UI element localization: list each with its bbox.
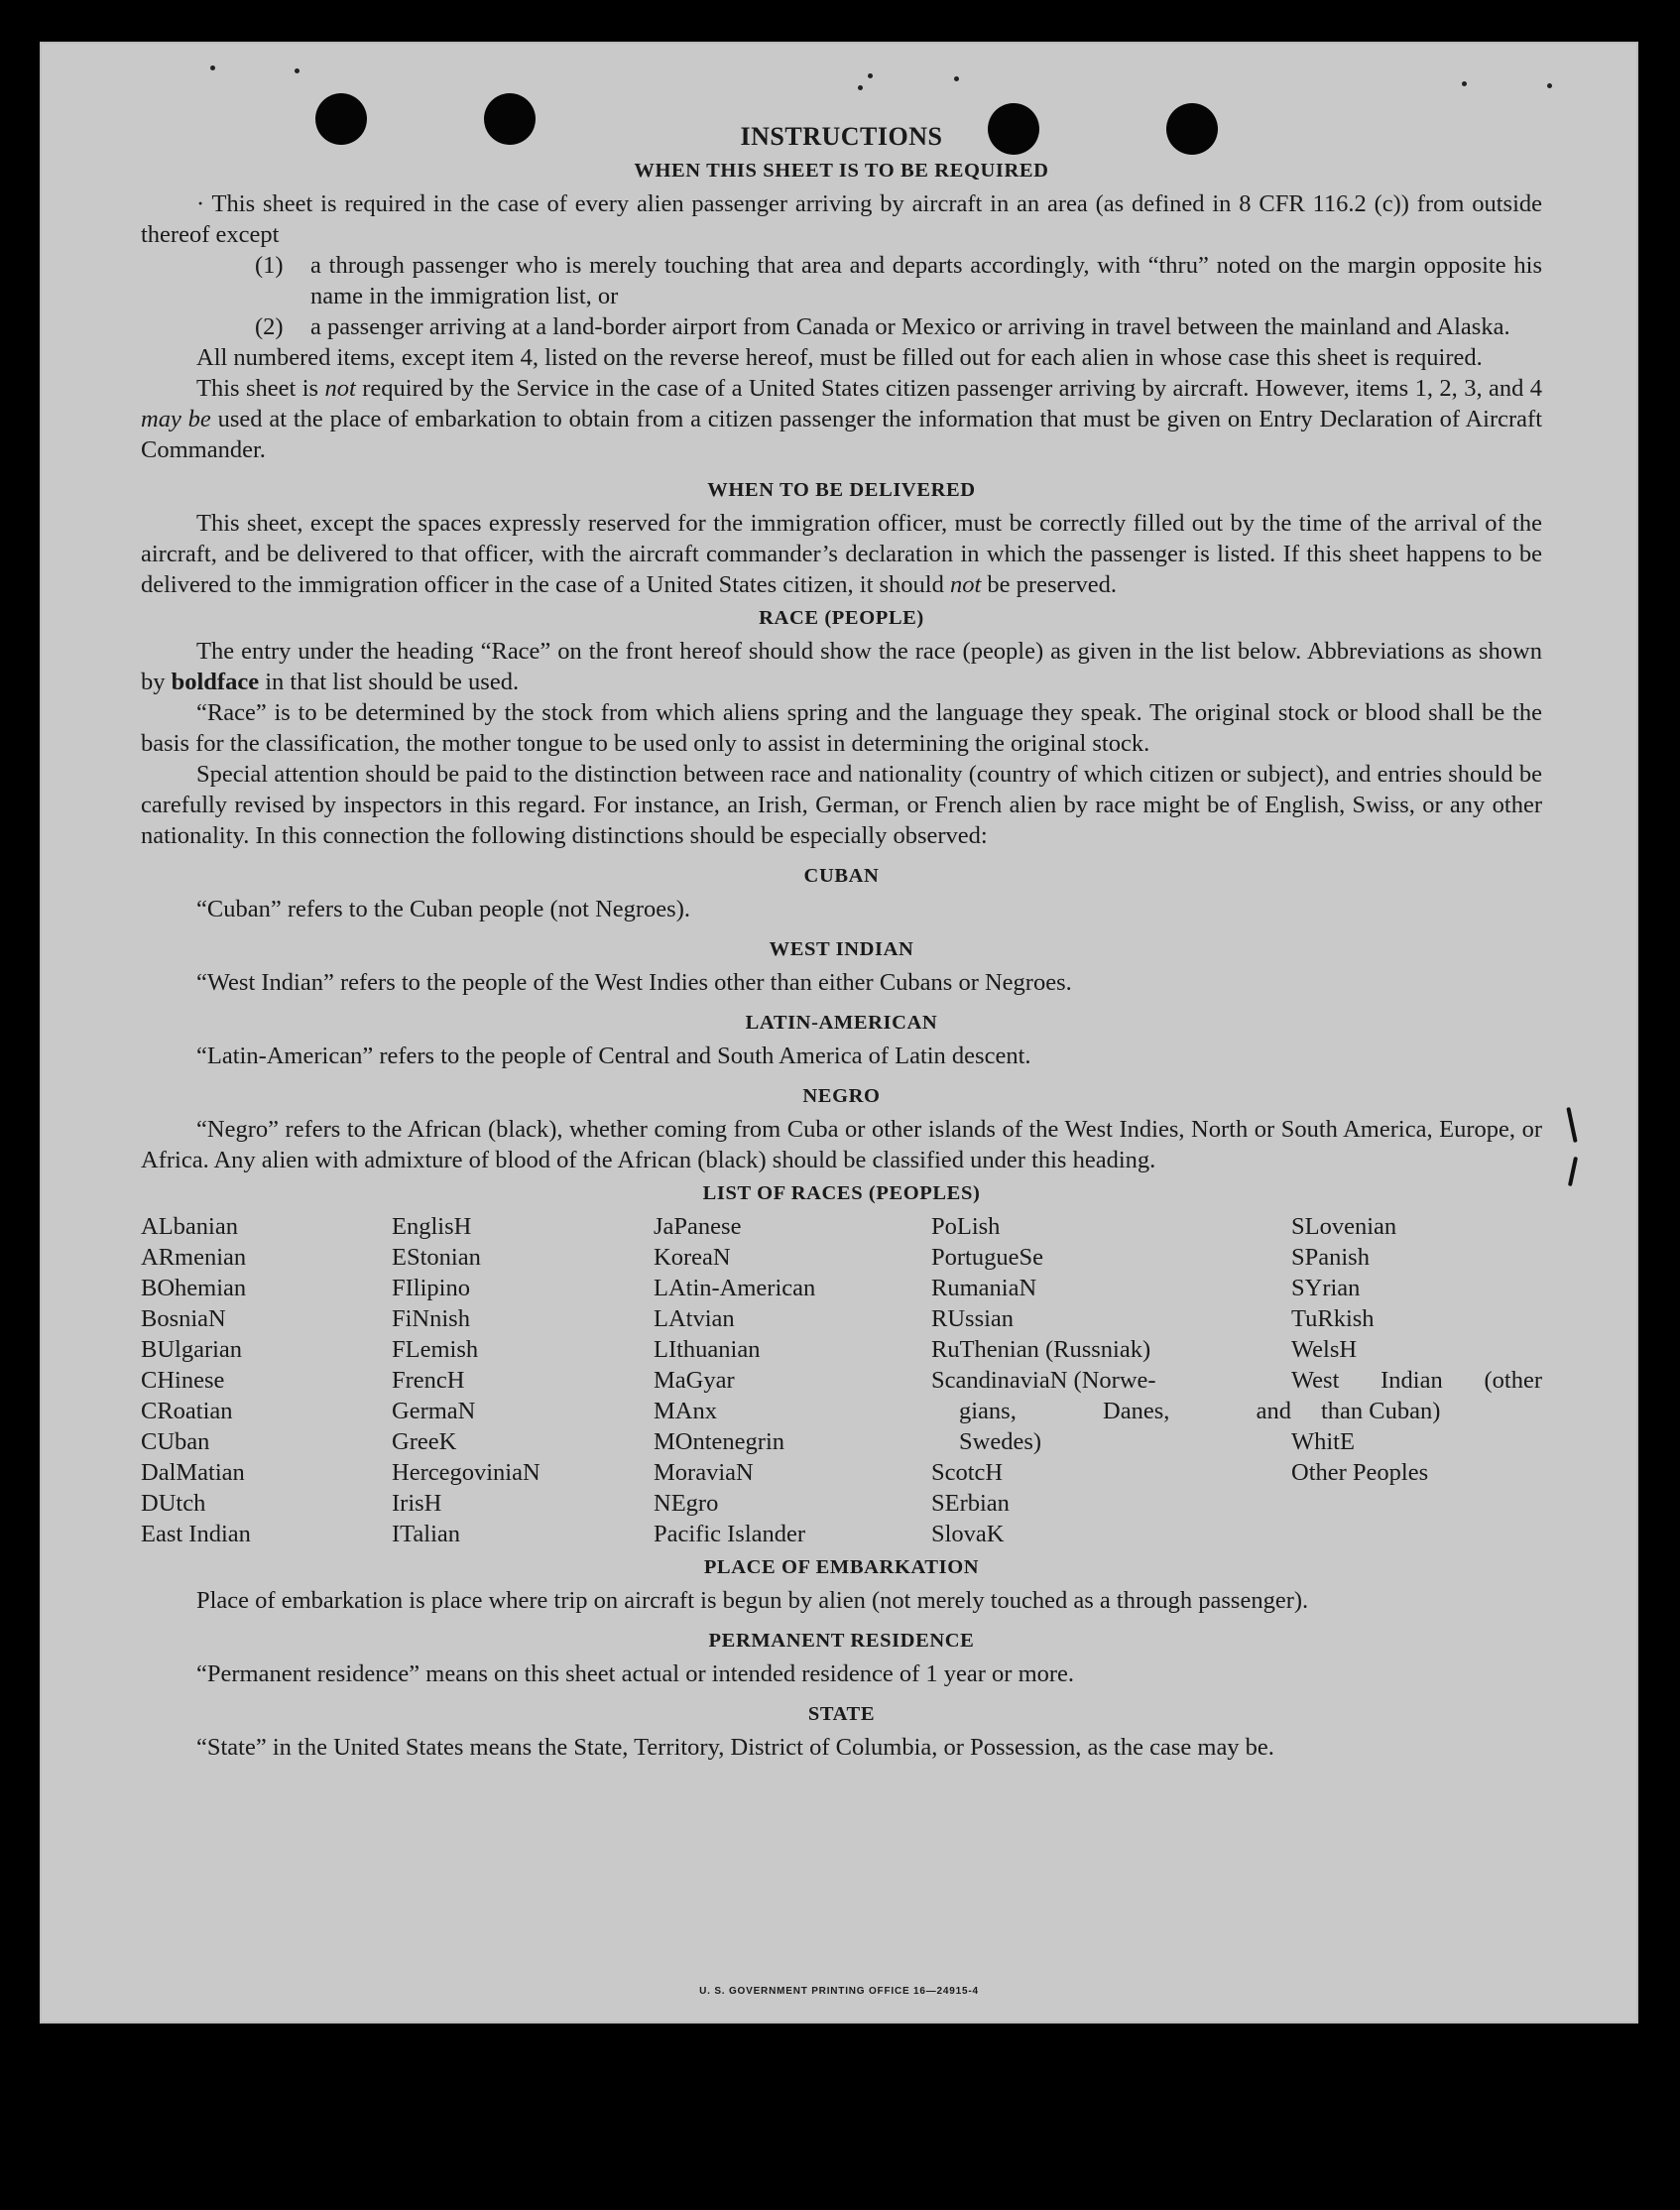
race-column <box>654 1211 931 1549</box>
item-number: (1) <box>255 252 284 279</box>
race-entry: East Indian <box>141 1521 251 1547</box>
section-heading-when-delivered: WHEN TO BE DELIVERED <box>707 479 976 501</box>
item-text: a through passenger who is merely touching that area and departs accordingly, with “thru” noted on the margin opposite his name in the immigration list, or <box>310 252 1542 309</box>
ink-speck <box>1547 83 1552 88</box>
race-paragraph: “Race” is to be determined by the stock from which aliens spring and the language they speak. The original stock or blood shall be the basis for the classification, the mother tongue to be used only to assist in determining the original stock. <box>141 699 1542 757</box>
race-entry: SPanish <box>1291 1244 1370 1271</box>
race-entry: WhitE <box>1291 1428 1355 1455</box>
race-entry: MAnx <box>654 1398 717 1424</box>
race-entry: ALbanian <box>141 1213 238 1240</box>
margin-mark <box>1568 1157 1578 1186</box>
race-entry: EnglisH <box>392 1213 472 1240</box>
race-entry: FiNnish <box>392 1305 470 1332</box>
race-column <box>1291 1211 1542 1549</box>
race-entry: SlovaK <box>931 1521 1005 1547</box>
race-entry: GreeK <box>392 1428 457 1455</box>
race-entry: WelsH <box>1291 1336 1358 1363</box>
section-heading-west-indian: WEST INDIAN <box>769 938 914 960</box>
ink-speck <box>210 65 215 70</box>
race-entry: RumaniaN <box>931 1275 1037 1301</box>
bold-term: boldface <box>171 669 260 695</box>
emphasis: not <box>324 375 356 402</box>
race-entry: BosniaN <box>141 1305 226 1332</box>
race-list <box>141 1211 1542 1549</box>
margin-mark <box>1566 1107 1577 1143</box>
race-entry: MoraviaN <box>654 1459 754 1486</box>
ink-speck <box>1462 81 1467 86</box>
section-heading-list-of-races: LIST OF RACES (PEOPLES) <box>702 1182 981 1204</box>
section-heading-state: STATE <box>807 1703 876 1725</box>
text-run: This sheet, except the spaces expressly reserved for the immigration officer, must be correctly filled out by the time of the arrival of the aircraft, and be delivered to that officer, with the aircraft commander’s declaration in which the passenger is listed. If this sheet happens to be delivered to the immigration officer in the case of a United States citizen, it should <box>141 510 1542 598</box>
section-heading-cuban: CUBAN <box>803 865 880 887</box>
ink-speck <box>858 85 863 90</box>
item-number: (2) <box>255 313 284 340</box>
race-entry: SYrian <box>1291 1275 1361 1301</box>
section-heading-residence: PERMANENT RESIDENCE <box>708 1630 975 1652</box>
race-column <box>931 1211 1291 1549</box>
exception-item <box>255 311 1542 342</box>
printer-imprint: U. S. GOVERNMENT PRINTING OFFICE 16—24915-4 <box>699 1986 979 1997</box>
race-entry: PoLish <box>931 1213 1001 1240</box>
section-heading-negro: NEGRO <box>802 1085 881 1107</box>
race-entry: NEgro <box>654 1490 719 1517</box>
text-run: The entry under the heading “Race” on the front hereof should show the race (people) as given in the list below. Abbreviations as shown by <box>141 638 1542 695</box>
emphasis: may be <box>141 406 211 432</box>
text-run: used at the place of embarkation to obtain from a citizen passenger the information that must be given on Entry Declaration of Aircraft Commander. <box>141 406 1542 463</box>
race-entry: CUban <box>141 1428 210 1455</box>
embarkation-definition: Place of embarkation is place where trip on aircraft is begun by alien (not merely touched as a through passenger). <box>196 1587 1309 1614</box>
word: and <box>1256 1398 1291 1424</box>
race-entry: TuRkish <box>1291 1305 1375 1332</box>
text-run: in that list should be used. <box>265 669 520 695</box>
race-entry: CHinese <box>141 1367 225 1394</box>
emphasis: not <box>949 571 982 598</box>
text-run: required by the Service in the case of a United States citizen passenger arriving by aircraft. However, items 1, 2, 3, and 4 <box>362 375 1543 402</box>
word: Danes, <box>1103 1398 1170 1424</box>
negro-definition: “Negro” refers to the African (black), whether coming from Cuba or other islands of the West Indies, North or South America, Europe, or Africa. Any alien with admixture of blood of the African (black) should be classified under this heading. <box>141 1116 1542 1173</box>
race-entry: DalMatian <box>141 1459 245 1486</box>
section-heading-latin-american: LATIN-AMERICAN <box>745 1012 938 1034</box>
delivery-paragraph <box>141 508 1542 600</box>
page-title: INSTRUCTIONS <box>740 122 943 151</box>
race-paragraph <box>141 636 1542 697</box>
latin-american-definition: “Latin-American” refers to the people of Central and South America of Latin descent. <box>196 1043 1031 1069</box>
race-entry: LAtin-American <box>654 1275 816 1301</box>
race-entry: LIthuanian <box>654 1336 761 1363</box>
text-run: This sheet is <box>196 375 319 402</box>
race-entry: MOntenegrin <box>654 1428 784 1455</box>
instructions-body <box>141 121 1542 1763</box>
race-entry: MaGyar <box>654 1367 735 1394</box>
race-entry: KoreaN <box>654 1244 731 1271</box>
state-definition: “State” in the United States means the State, Territory, District of Columbia, or Possession, as the case may be. <box>196 1734 1274 1761</box>
race-column <box>392 1211 654 1549</box>
race-entry <box>1291 1365 1542 1396</box>
race-entry: ARmenian <box>141 1244 247 1271</box>
section-heading-embarkation: PLACE OF EMBARKATION <box>703 1556 980 1578</box>
race-column <box>141 1211 392 1549</box>
race-entry: RUssian <box>931 1305 1015 1332</box>
section-heading-when-required: WHEN THIS SHEET IS TO BE REQUIRED <box>634 160 1049 182</box>
race-entry: GermaN <box>392 1398 476 1424</box>
race-entry: SLovenian <box>1291 1213 1397 1240</box>
race-entry: Pacific Islander <box>654 1521 806 1547</box>
ink-speck <box>868 73 873 78</box>
ink-speck <box>295 68 300 73</box>
race-entry: Other Peoples <box>1291 1459 1429 1486</box>
race-entry: ScotcH <box>931 1459 1004 1486</box>
document-sheet <box>40 42 1638 2024</box>
word: (other <box>1484 1367 1542 1394</box>
race-entry: SErbian <box>931 1490 1010 1517</box>
race-entry: PortugueSe <box>931 1244 1043 1271</box>
race-paragraph: Special attention should be paid to the distinction between race and nationality (country of which citizen or subject), and entries should be carefully revised by inspectors in this regard. For instance, an Irish, German, or French alien by race might be of English, Swiss, or any other nationality. In this connection the following distinctions should be especially observed: <box>141 761 1542 849</box>
race-entry: LAtvian <box>654 1305 735 1332</box>
west-indian-definition: “West Indian” refers to the people of the West Indies other than either Cubans or Negroes. <box>196 969 1072 996</box>
section-heading-race: RACE (PEOPLE) <box>759 607 924 629</box>
race-entry: FIlipino <box>392 1275 470 1301</box>
word: West <box>1291 1367 1340 1394</box>
race-entry: FLemish <box>392 1336 479 1363</box>
race-entry: EStonian <box>392 1244 481 1271</box>
race-entry: BUlgarian <box>141 1336 243 1363</box>
numbered-items-paragraph: All numbered items, except item 4, listed on the reverse hereof, must be filled out for each alien in whose case this sheet is required. <box>196 344 1483 371</box>
text-run: be preserved. <box>987 571 1118 598</box>
ink-speck <box>954 76 959 81</box>
race-entry: CRoatian <box>141 1398 233 1424</box>
race-entry-continuation: Swedes) <box>959 1428 1042 1455</box>
citizen-paragraph <box>141 373 1542 465</box>
intro-paragraph: · This sheet is required in the case of every alien passenger arriving by aircraft in an area (as defined in 8 CFR 116.2 (c)) from outside thereof except <box>141 190 1542 248</box>
race-entry-continuation <box>931 1396 1291 1426</box>
race-entry: DUtch <box>141 1490 206 1517</box>
race-entry: HercegoviniaN <box>392 1459 540 1486</box>
race-entry: JaPanese <box>654 1213 742 1240</box>
race-entry: IrisH <box>392 1490 442 1517</box>
race-entry: RuThenian (Russniak) <box>931 1336 1151 1363</box>
race-entry: FrencH <box>392 1367 465 1394</box>
race-entry: ITalian <box>392 1521 461 1547</box>
exception-item <box>255 250 1542 311</box>
word: Indian <box>1380 1367 1443 1394</box>
race-entry: ScandinaviaN (Norwe- <box>931 1367 1156 1394</box>
word: gians, <box>959 1398 1017 1424</box>
race-entry: BOhemian <box>141 1275 247 1301</box>
residence-definition: “Permanent residence” means on this sheet actual or intended residence of 1 year or more. <box>196 1660 1075 1687</box>
cuban-definition: “Cuban” refers to the Cuban people (not Negroes). <box>196 896 690 922</box>
item-text: a passenger arriving at a land-border airport from Canada or Mexico or arriving in travel between the mainland and Alaska. <box>310 313 1510 340</box>
race-entry-continuation: than Cuban) <box>1321 1398 1441 1424</box>
